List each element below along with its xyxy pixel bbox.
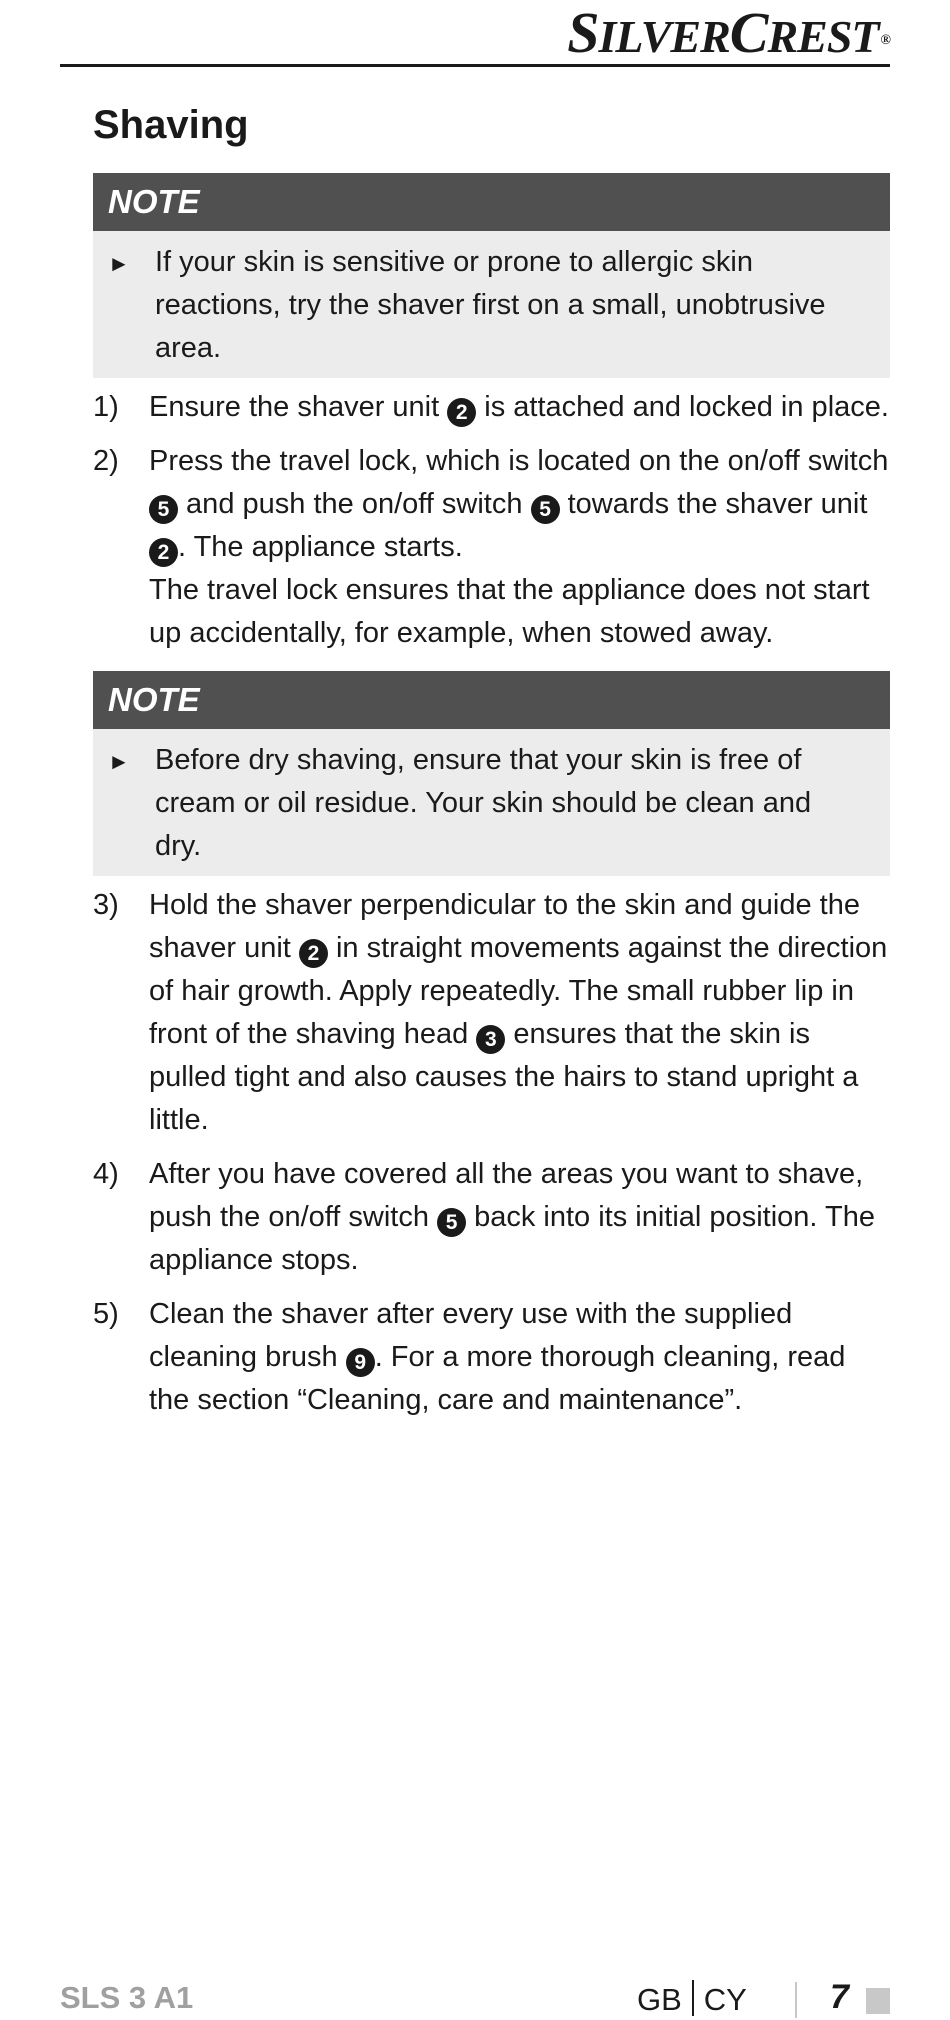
note-label: NOTE: [93, 671, 890, 729]
page-footer: [60, 1980, 890, 2020]
note-box: [93, 671, 890, 876]
step-number: 4): [93, 1158, 119, 1190]
part-number-3-icon: 3: [476, 1025, 505, 1054]
step-number: 1): [93, 391, 119, 423]
model-number: SLS 3 A1: [60, 1980, 194, 2015]
list-item: [93, 884, 890, 1142]
page-number: 7: [830, 1978, 849, 2016]
step-number: 2): [93, 445, 119, 477]
note-label: NOTE: [93, 173, 890, 231]
section-title: Shaving: [93, 103, 249, 147]
note-text: Before dry shaving, ensure that your skin is free of cream or oil residue. Your skin should be clean and dry.: [155, 744, 812, 862]
note-body: [93, 729, 890, 876]
note-body: [93, 231, 890, 378]
part-number-9-icon: 9: [346, 1348, 375, 1377]
part-number-5-icon: 5: [437, 1208, 466, 1237]
page-marker-box: [866, 1988, 890, 2014]
steps-list-1: [93, 386, 890, 655]
brand-logo: SILVERCREST ®: [567, 0, 890, 65]
language-codes: GB CY: [637, 1982, 747, 2017]
step-extra-text: The travel lock ensures that the appliance does not start up accidentally, for example, when stowed away.: [149, 574, 870, 649]
part-number-2-icon: 2: [299, 939, 328, 968]
page-header: [60, 0, 890, 67]
step-text: Hold the shaver perpendicular to the skin and guide the shaver unit 2 in straight movements against the direction of hair growth. Apply repeatedly. The small rubber lip in front of the shaving head 3 ensures that the skin is pulled tight and also causes the hairs to stand upright a little.: [149, 889, 888, 1136]
list-item: [93, 386, 890, 429]
step-text: Ensure the shaver unit 2 is attached and locked in place.: [149, 386, 890, 429]
step-text: Clean the shaver after every use with the supplied cleaning brush 9 . For a more thorough cleaning, read the section “Cleaning, care and maintenance”.: [149, 1298, 846, 1416]
registered-mark: ®: [880, 33, 890, 48]
part-number-5-icon: 5: [531, 495, 560, 524]
step-number: 5): [93, 1298, 119, 1330]
part-number-5-icon: 5: [149, 495, 178, 524]
step-number: 3): [93, 889, 119, 921]
main-content: [93, 97, 890, 1433]
step-text: After you have covered all the areas you want to shave, push the on/off switch 5 back into its initial position. The appliance stops.: [149, 1158, 875, 1276]
triangle-right-icon: ►: [108, 749, 130, 774]
triangle-right-icon: ►: [108, 251, 130, 276]
divider: [692, 1980, 694, 2016]
note-box: [93, 173, 890, 378]
step-text: Press the travel lock, which is located on the on/off switch 5 and push the on/off switch 5 towards the shaver unit 2 . The appliance starts. The travel lock ensures that the appliance does not start up accidentally, for example, when stowed away.: [149, 440, 890, 655]
list-item: [93, 1293, 890, 1422]
steps-list-2: [93, 884, 890, 1422]
note-text: If your skin is sensitive or prone to allergic skin reactions, try the shaver first on a small, unobtrusive area.: [155, 246, 826, 364]
part-number-2-icon: 2: [149, 538, 178, 567]
list-item: [93, 1153, 890, 1282]
divider: [795, 1982, 797, 2018]
list-item: [93, 440, 890, 655]
part-number-2-icon: 2: [447, 398, 476, 427]
